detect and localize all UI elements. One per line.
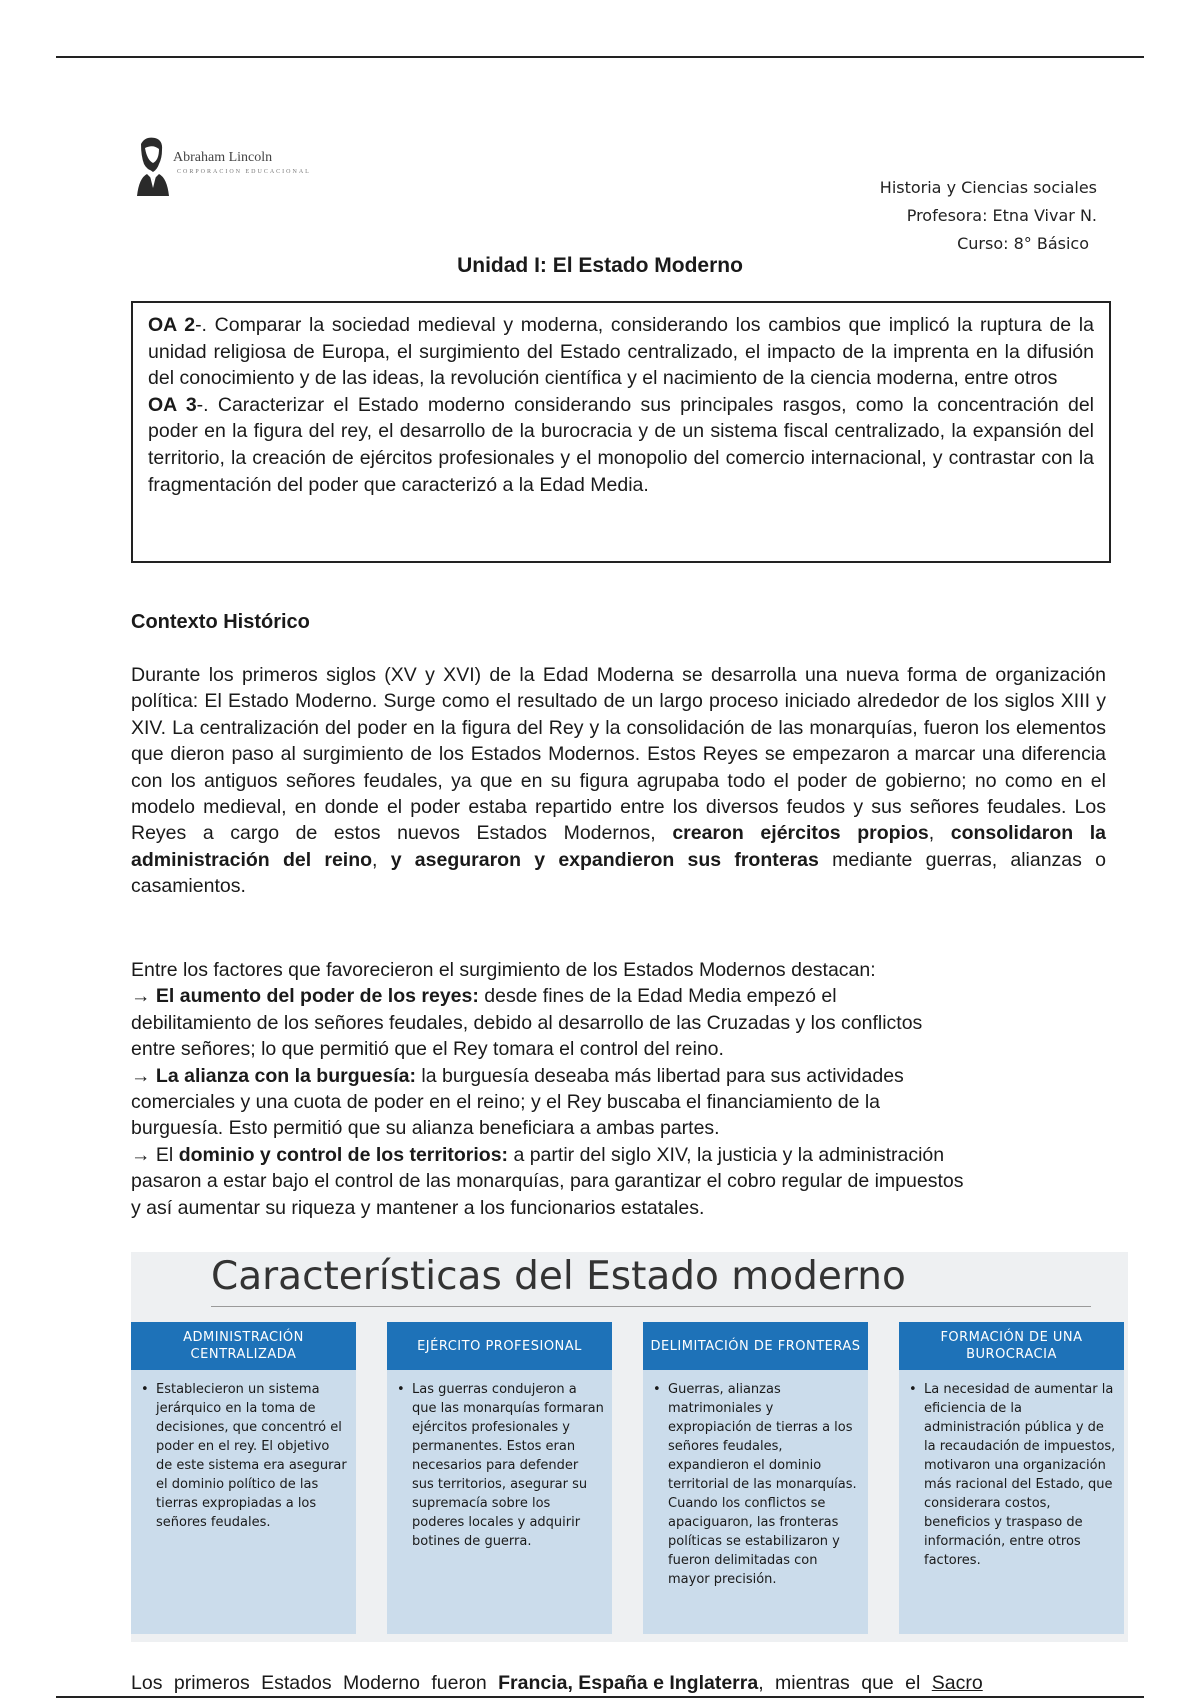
page-title: Unidad I: El Estado Moderno xyxy=(457,254,743,277)
bullet-icon: • xyxy=(141,1382,149,1397)
infographic-divider xyxy=(211,1306,1091,1307)
logo-subtitle: CORPORACION EDUCACIONAL xyxy=(177,169,311,175)
bold-administration: consolidaron la administración del reino xyxy=(131,822,1106,871)
bold-countries: Francia, España e Inglaterra xyxy=(498,1672,759,1694)
context-paragraph xyxy=(131,662,1106,900)
factor-text: entre señores; lo que permitió que el Rey tomara el control del reino. xyxy=(131,1038,724,1061)
column-body xyxy=(131,1370,356,1532)
factor-text: a partir del siglo XIV, la justicia y la administración xyxy=(508,1143,945,1166)
factor-item xyxy=(131,983,1111,1009)
factors-list xyxy=(131,957,1111,1221)
infographic-column-burocracia xyxy=(899,1322,1124,1634)
closing-paragraph xyxy=(131,1670,1111,1696)
course-label: Curso: 8° Básico xyxy=(957,234,1089,253)
top-rule xyxy=(56,56,1144,58)
underlined-link-text: Sacro xyxy=(931,1672,983,1694)
paragraph-text: , xyxy=(928,822,951,845)
column-body xyxy=(643,1370,868,1589)
paragraph-text: mediante guerras, alianzas o casamientos. xyxy=(131,848,1106,898)
column-text: Establecieron un sistema jerárquico en la toma de decisiones, que concentró el poder en el rey. El objetivo de este sistema era asegurar el dominio político de las tierras expropiadas a los señores feudales. xyxy=(156,1382,347,1530)
oa3-label: OA 3 xyxy=(148,393,197,416)
paragraph-text: Durante los primeros siglos (XV y XVI) de la Edad Moderna se desarrolla una nueva forma de organización política: El Estado Moderno. Surge como el resultado de un largo proceso iniciado alrededor de los siglos XIII y XIV. La centralización del poder en la figura del Rey y la consolidación de las monarquías, fueron los elementos que dieron paso al surgimiento de los Estados Modernos. Estos Reyes se empezaron a marcar una diferencia con los antiguos señores feudales, ya que en su figura agrupaba todo el poder de gobierno; no como en el modelo medieval, en donde el poder estaba repartido entre los diversos feudos y sus señores feudales. Los Reyes a cargo de estos nuevos Estados Modernos, xyxy=(131,664,1106,845)
column-heading: DELIMITACIÓN DE FRONTERAS xyxy=(643,1322,868,1370)
factor-text: comerciales y una cuota de poder en el reino; y el Rey buscaba el financiamiento de la xyxy=(131,1091,881,1114)
factor-item xyxy=(131,1063,1111,1089)
column-body xyxy=(899,1370,1124,1570)
lincoln-bust-icon xyxy=(133,136,173,196)
factor-text: la burguesía deseaba más libertad para sus actividades xyxy=(416,1064,904,1087)
column-text: Las guerras condujeron a que las monarquías formaran ejércitos profesionales y permanentes. Estos eran necesarios para defender sus territorios, asegurar su supremacía sobre los poderes locales y adquirir botines de guerra. xyxy=(412,1382,604,1549)
factor-text: y así aumentar su riqueza y mantener a los funcionarios estatales. xyxy=(131,1196,705,1219)
column-text: La necesidad de aumentar la eficiencia de la administración pública y de la recaudación de impuestos, motivaron una organización más racional del Estado, que considerara costos, beneficios y traspaso de información, entre otros factores. xyxy=(924,1382,1116,1568)
arrow-icon: → El xyxy=(131,1143,179,1166)
factor-text: debilitamiento de los señores feudales, debido al desarrollo de las Cruzadas y los conflictos xyxy=(131,1011,923,1034)
column-body xyxy=(387,1370,612,1551)
subject-label: Historia y Ciencias sociales xyxy=(879,178,1097,197)
paragraph-text: Los primeros Estados Moderno fueron xyxy=(131,1672,499,1694)
logo-name: Abraham Lincoln xyxy=(173,150,273,165)
arrow-icon: → xyxy=(131,1064,156,1087)
teacher-label: Profesora: Etna Vivar N. xyxy=(906,206,1097,225)
factor-text: burguesía. Esto permitió que su alianza beneficiara a ambas partes. xyxy=(131,1117,720,1140)
school-logo xyxy=(133,136,311,196)
bottom-rule xyxy=(56,1696,1144,1698)
infographic-column-fronteras xyxy=(643,1322,868,1634)
column-heading: FORMACIÓN DE UNA BUROCRACIA xyxy=(899,1322,1124,1370)
objective-oa3 xyxy=(148,392,1094,498)
factor-title: La alianza con la burguesía: xyxy=(155,1064,416,1087)
infographic-column-ejercito xyxy=(387,1322,612,1634)
paragraph-text: , xyxy=(372,848,391,871)
characteristics-infographic xyxy=(131,1252,1128,1642)
bold-armies: crearon ejércitos propios xyxy=(672,822,929,845)
oa2-label: OA 2 xyxy=(148,314,196,336)
section-heading: Contexto Histórico xyxy=(131,611,310,633)
column-text: Guerras, alianzas matrimoniales y expropiación de tierras a los señores feudales, expandieron el dominio territorial de las monarquías. Cuando los conflictos se apaciguaron, las fronteras políticas se estabilizaron y fueron delimitadas con mayor precisión. xyxy=(668,1382,857,1587)
column-heading: ADMINISTRACIÓN CENTRALIZADA xyxy=(131,1322,356,1370)
factor-item xyxy=(131,1142,1111,1168)
objectives-box xyxy=(131,301,1111,563)
factor-text: pasaron a estar bajo el control de las monarquías, para garantizar el cobro regular de impuestos xyxy=(131,1170,964,1193)
course-info xyxy=(880,174,1097,258)
bold-borders: y aseguraron y expandieron sus fronteras xyxy=(390,848,819,871)
factor-title: El aumento del poder de los reyes: xyxy=(155,985,479,1008)
column-heading: EJÉRCITO PROFESIONAL xyxy=(387,1322,612,1370)
oa3-text: -. Caracterizar el Estado moderno considerando sus principales rasgos, como la concentración del poder en la figura del rey, el desarrollo de la burocracia y de un sistema fiscal centralizado, la expansión del territorio, la creación de ejércitos profesionales y el monopolio del comercio internacional, y contrastar con la fragmentación del poder que caracterizó a la Edad Media. xyxy=(148,393,1094,496)
objective-oa2 xyxy=(148,312,1094,392)
infographic-title: Características del Estado moderno xyxy=(211,1254,906,1299)
bullet-icon: • xyxy=(909,1382,917,1397)
paragraph-text: , mientras que el xyxy=(758,1672,932,1694)
bullet-icon: • xyxy=(397,1382,405,1397)
infographic-column-administracion xyxy=(131,1322,356,1634)
factors-intro: Entre los factores que favorecieron el surgimiento de los Estados Modernos destacan: xyxy=(131,959,876,981)
oa2-text: -. Comparar la sociedad medieval y moderna, considerando los cambios que implicó la ruptura de la unidad religiosa de Europa, el surgimiento del Estado centralizado, el impacto de la imprenta en la difusión del conocimiento y de las ideas, la revolución científica y el nacimiento de la ciencia moderna, entre otros xyxy=(148,314,1094,390)
factor-text: desde fines de la Edad Media empezó el xyxy=(478,985,837,1008)
factor-title: dominio y control de los territorios: xyxy=(178,1143,509,1166)
bullet-icon: • xyxy=(653,1382,661,1397)
arrow-icon: → xyxy=(131,985,156,1008)
